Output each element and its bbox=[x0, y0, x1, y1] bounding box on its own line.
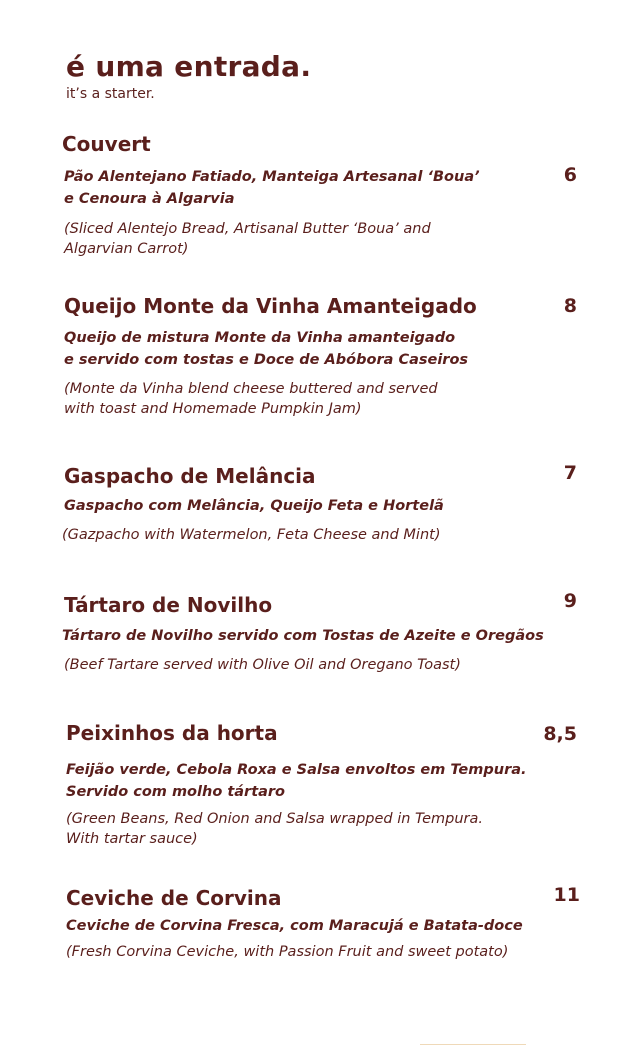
item-couvert-price: 6 bbox=[563, 164, 577, 186]
desc-line: With tartar sauce) bbox=[66, 831, 198, 847]
item-couvert-name: Couvert bbox=[62, 132, 151, 156]
desc-line: Feijão verde, Cebola Roxa e Salsa envoltos em Tempura. bbox=[66, 762, 527, 778]
desc-line: (Fresh Corvina Ceviche, with Passion Fruit and sweet potato) bbox=[66, 944, 509, 960]
item-queijo-price: 8 bbox=[563, 295, 577, 317]
desc-line: (Gazpacho with Watermelon, Feta Cheese and Mint) bbox=[62, 527, 441, 543]
item-gaspacho-name: Gaspacho de Melância bbox=[64, 464, 316, 488]
item-queijo-desc-en bbox=[64, 379, 438, 419]
item-tartaro-desc-pt bbox=[62, 625, 544, 647]
item-ceviche-desc-pt bbox=[66, 915, 523, 937]
desc-line: Pão Alentejano Fatiado, Manteiga Artesanal ‘Boua’ bbox=[64, 169, 480, 185]
desc-line: Tártaro de Novilho servido com Tostas de Azeite e Oregãos bbox=[62, 628, 544, 644]
item-gaspacho-desc-pt bbox=[64, 495, 444, 517]
desc-line: (Green Beans, Red Onion and Salsa wrapped in Tempura. bbox=[66, 811, 484, 827]
desc-line: (Beef Tartare served with Olive Oil and Oregano Toast) bbox=[64, 657, 461, 673]
item-gaspacho-desc-en bbox=[62, 525, 441, 545]
item-queijo-name: Queijo Monte da Vinha Amanteigado bbox=[64, 294, 477, 318]
section-subtitle: it’s a starter. bbox=[66, 86, 155, 102]
bottom-divider bbox=[420, 1044, 526, 1045]
desc-line: Servido com molho tártaro bbox=[66, 784, 286, 800]
item-tartaro-price: 9 bbox=[563, 590, 577, 612]
item-gaspacho-price: 7 bbox=[563, 462, 577, 484]
item-peixinhos-name: Peixinhos da horta bbox=[66, 721, 278, 745]
desc-line: Ceviche de Corvina Fresca, com Maracujá e Batata-doce bbox=[66, 918, 523, 934]
desc-line: Queijo de mistura Monte da Vinha amanteigado bbox=[64, 330, 456, 346]
item-peixinhos-desc-en bbox=[66, 809, 483, 849]
desc-line: Gaspacho com Melância, Queijo Feta e Hortelã bbox=[64, 498, 444, 514]
item-tartaro-name: Tártaro de Novilho bbox=[64, 593, 273, 617]
item-peixinhos-price: 8,5 bbox=[543, 723, 577, 745]
desc-line: Algarvian Carrot) bbox=[64, 241, 189, 257]
item-tartaro-desc-en bbox=[64, 655, 461, 675]
desc-line: (Sliced Alentejo Bread, Artisanal Butter ‘Boua’ and bbox=[64, 221, 431, 237]
desc-line: e servido com tostas e Doce de Abóbora Caseiros bbox=[64, 352, 469, 368]
item-couvert-desc-en bbox=[64, 219, 431, 259]
item-couvert-desc-pt bbox=[64, 166, 480, 210]
section-title: é uma entrada. bbox=[66, 50, 312, 83]
desc-line: with toast and Homemade Pumpkin Jam) bbox=[64, 401, 362, 417]
desc-line: (Monte da Vinha blend cheese buttered and served bbox=[64, 381, 438, 397]
item-queijo-desc-pt bbox=[64, 327, 468, 371]
desc-line: e Cenoura à Algarvia bbox=[64, 191, 235, 207]
item-ceviche-price: 11 bbox=[553, 884, 580, 906]
item-ceviche-desc-en bbox=[66, 942, 508, 962]
item-ceviche-name: Ceviche de Corvina bbox=[66, 886, 282, 910]
item-peixinhos-desc-pt bbox=[66, 759, 527, 803]
